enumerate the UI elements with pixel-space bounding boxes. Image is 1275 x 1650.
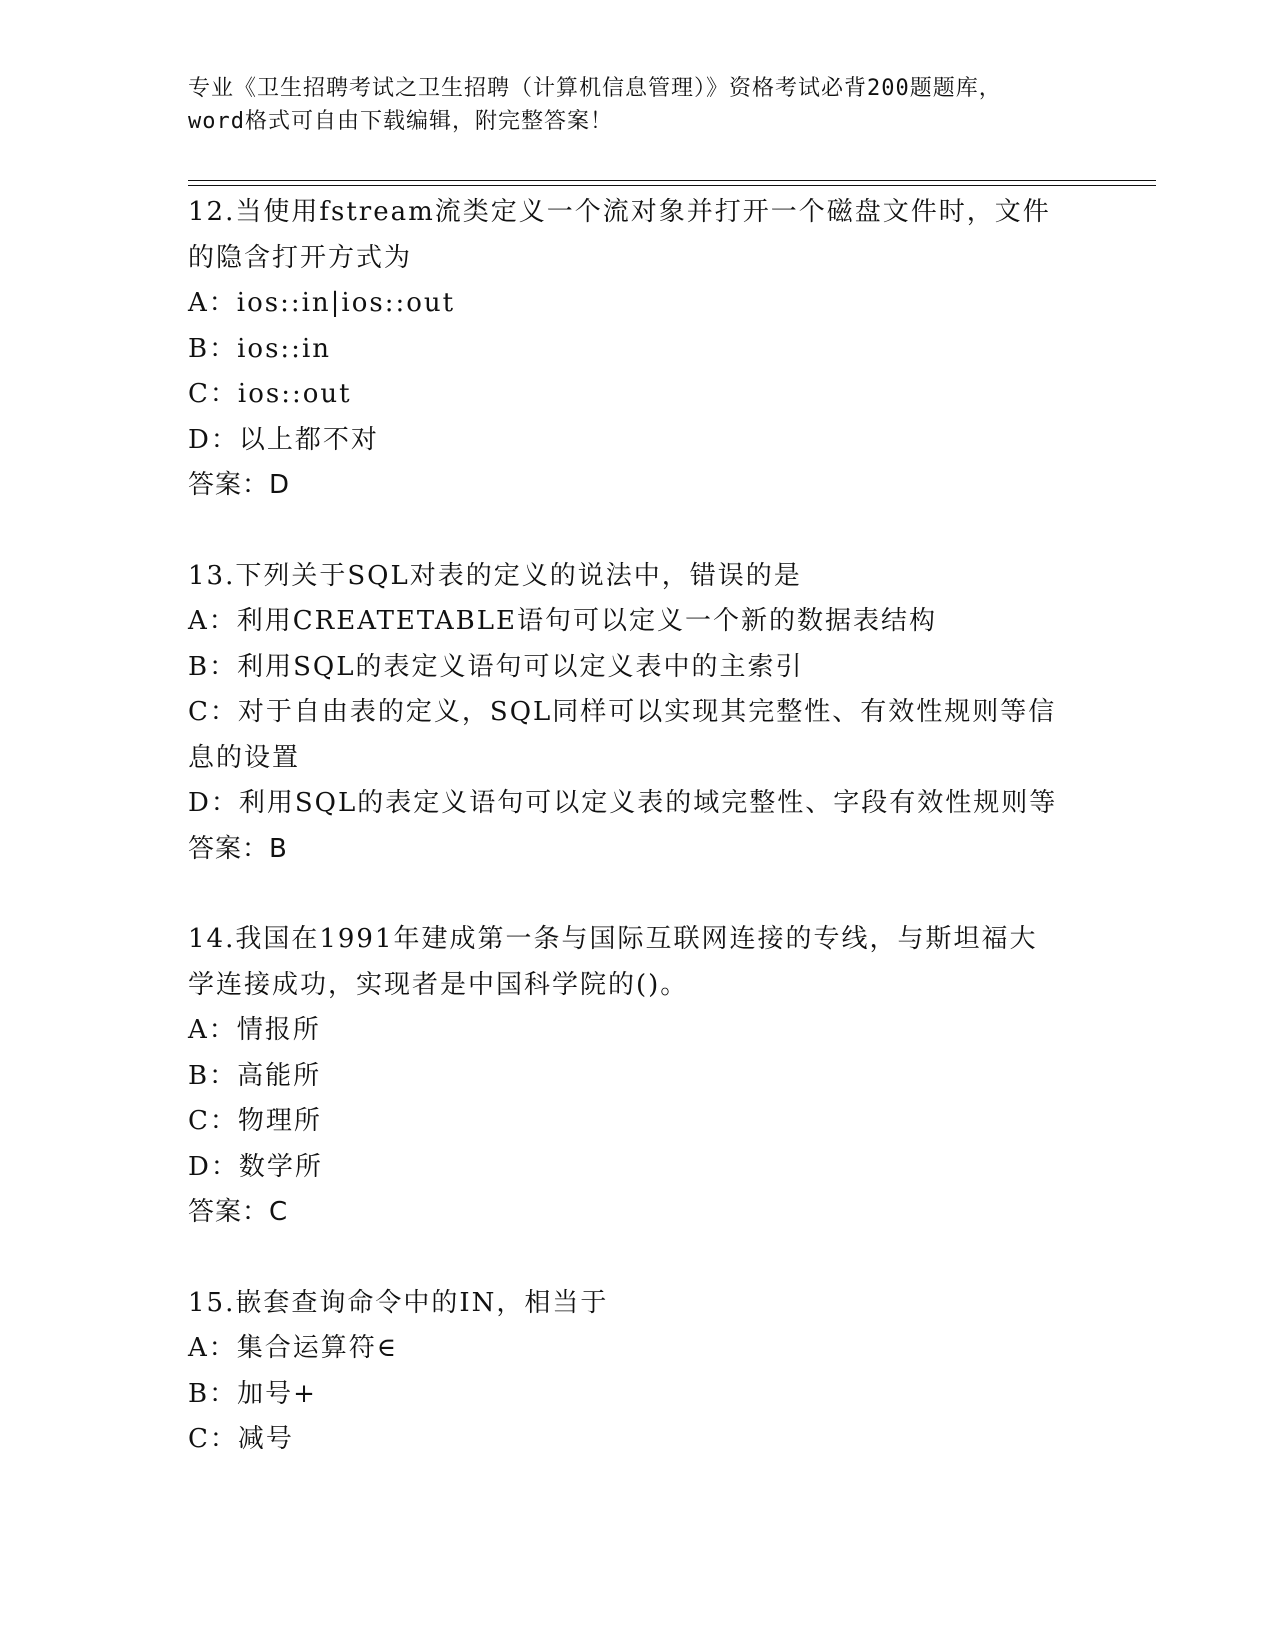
question-list: [188, 190, 1088, 1508]
question-stem-line: 12.当使用fstream流类定义一个流对象并打开一个磁盘文件时，文件: [188, 197, 1051, 227]
option-line: A：利用CREATETABLE语句可以定义一个新的数据表结构: [188, 606, 937, 636]
answer-line: 答案：B: [188, 833, 288, 864]
header-line-2: word格式可自由下载编辑，附完整答案！: [188, 109, 613, 134]
question-block: [188, 1281, 1088, 1463]
option-line: B：加号+: [188, 1378, 317, 1409]
answer-line: 答案：D: [188, 470, 291, 500]
document-header: [188, 72, 1088, 138]
option-line: C：物理所: [188, 1106, 322, 1136]
option-line: A：ios::in|ios::out: [188, 288, 456, 318]
option-line: B：利用SQL的表定义语句可以定义表中的主索引: [188, 651, 804, 682]
question-stem-line: 14.我国在1991年建成第一条与国际互联网连接的专线，与斯坦福大: [188, 924, 1038, 954]
header-divider-bottom: [188, 185, 1156, 186]
option-line: B：高能所: [188, 1060, 322, 1091]
option-line: A：集合运算符∈: [188, 1333, 399, 1363]
option-line: A：情报所: [188, 1015, 321, 1045]
answer-line: 答案：C: [188, 1197, 289, 1227]
header-line-1: 专业《卫生招聘考试之卫生招聘（计算机信息管理）》资格考试必背200题题库，: [188, 76, 1002, 101]
option-line: D：利用SQL的表定义语句可以定义表的域完整性、字段有效性规则等: [188, 788, 1058, 818]
option-line: C：减号: [188, 1424, 294, 1454]
option-line: 息的设置: [188, 742, 301, 773]
option-line: D：以上都不对: [188, 424, 379, 455]
question-block: [188, 190, 1088, 509]
question-stem-line: 13.下列关于SQL对表的定义的说法中，错误的是: [188, 560, 802, 591]
question-block: [188, 917, 1088, 1236]
option-line: B：ios::in: [188, 333, 331, 364]
header-divider-top: [188, 180, 1156, 181]
question-stem-line: 学连接成功，实现者是中国科学院的()。: [188, 969, 689, 1000]
option-line: C：对于自由表的定义，SQL同样可以实现其完整性、有效性规则等信: [188, 697, 1057, 727]
question-stem-line: 15.嵌套查询命令中的IN，相当于: [188, 1287, 609, 1318]
question-stem-line: 的隐含打开方式为: [188, 242, 413, 273]
option-line: C：ios::out: [188, 379, 352, 409]
option-line: D：数学所: [188, 1151, 323, 1182]
question-block: [188, 554, 1088, 873]
